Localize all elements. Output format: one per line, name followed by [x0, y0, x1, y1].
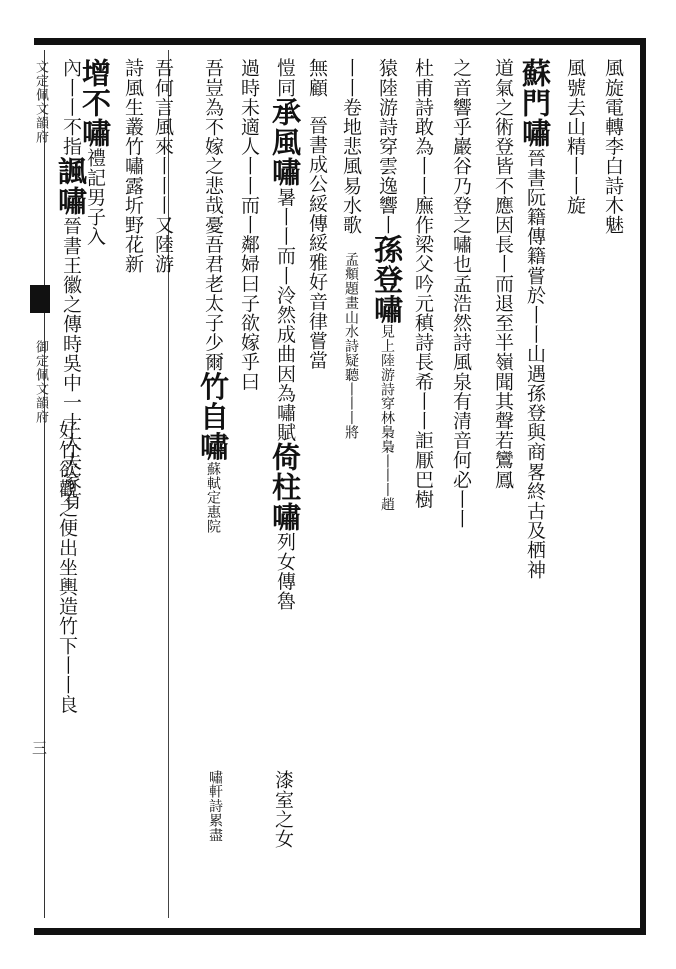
entry-headword: 蘇門嘯	[518, 58, 552, 148]
text-column-19	[52, 420, 82, 920]
body-text: 風旋電轉李白詩木魅	[602, 58, 624, 235]
body-text: 過時未適人丨丨而丨鄰婦曰子欲嫁乎曰	[238, 58, 260, 392]
margin-book-title: 御定佩文韻府	[33, 340, 48, 424]
text-column-4	[488, 58, 518, 920]
entry-headword: 竹自嘯	[196, 371, 230, 462]
body-text: 無顧	[306, 58, 328, 98]
body-text: 暑丨丨而丨泠然成曲因為嘯賦	[274, 187, 296, 443]
body-text: 漆室之女	[272, 770, 294, 849]
text-column-2	[560, 58, 590, 920]
body-text: 丨丨卷地悲風易水歌	[340, 58, 362, 235]
text-column-16	[118, 58, 148, 920]
body-text: 列女傳魯	[274, 532, 296, 611]
body-text: 吾何言風來丨丨丨又陸游	[152, 58, 174, 274]
entry-headword: 倚柱嘯	[268, 442, 302, 533]
top-border-rule	[34, 38, 646, 45]
page-number: 三	[30, 740, 48, 755]
text-column-14	[200, 770, 230, 920]
text-column-7	[372, 58, 402, 920]
text-column-8	[336, 58, 366, 920]
body-text: 詩風生叢竹嘯露圻野花新	[122, 58, 144, 274]
text-column-11	[268, 770, 298, 920]
text-column-12	[234, 58, 264, 920]
body-text: 禮記男子入	[84, 148, 106, 246]
entry-headword: 諷嘯	[54, 156, 88, 216]
text-column-9	[302, 58, 332, 920]
annotation-text: 孟頫題畫山水詩疑聽丨丨丨將	[343, 252, 359, 440]
body-text: 猿陸游詩穿雲逸響丨	[376, 58, 398, 235]
bottom-border-rule	[34, 928, 646, 935]
text-column-5	[446, 58, 476, 920]
text-column-6	[408, 58, 438, 920]
text-column-15	[148, 58, 178, 920]
body-text: 愷同	[274, 58, 296, 98]
entry-headword: 孫登嘯	[370, 234, 404, 325]
entry-headword: 增不嘯	[78, 58, 112, 148]
body-text: 好竹欲觀之便出坐輿造竹下丨丨良	[56, 420, 78, 714]
fishtail-mark	[30, 285, 50, 313]
body-text: 吾豈為不嫁之悲哉憂吾君老太子少爾	[202, 58, 224, 372]
margin-header: 文定佩文韻府	[33, 60, 48, 144]
text-column-3	[520, 58, 550, 920]
body-text: 晉書王徽之傳時吳中一士大夫家有	[60, 216, 82, 510]
right-border-rule	[640, 38, 646, 935]
annotation-text: 蘇軾定惠院	[205, 461, 221, 534]
entry-headword: 承風嘯	[268, 97, 302, 188]
body-text: 晉書阮籍傳籍嘗於丨丨山遇孫登與商畧終古及栖神	[524, 148, 546, 580]
body-text: 之音響乎巖谷乃登之嘯也孟浩然詩風泉有清音何必丨丨	[450, 58, 472, 529]
annotation-text: 嘯軒詩累盡	[207, 770, 223, 842]
body-text: 風號去山精丨丨旋	[564, 58, 586, 215]
body-text: 內丨丨不指	[60, 58, 82, 156]
body-text: 杜甫詩敢為丨丨廡作梁父吟元稹詩長希丨丨詎厭巴樹	[412, 58, 434, 509]
text-column-1	[598, 58, 628, 920]
body-text: 道氣之術登皆不應因長丨而退至半嶺聞其聲若鸞鳳	[492, 58, 514, 490]
body-text: 晉書成公綏傳綏雅好音律嘗當	[306, 115, 328, 371]
annotation-text: 見上陸游詩穿林梟梟丨丨丨趙	[379, 324, 395, 512]
